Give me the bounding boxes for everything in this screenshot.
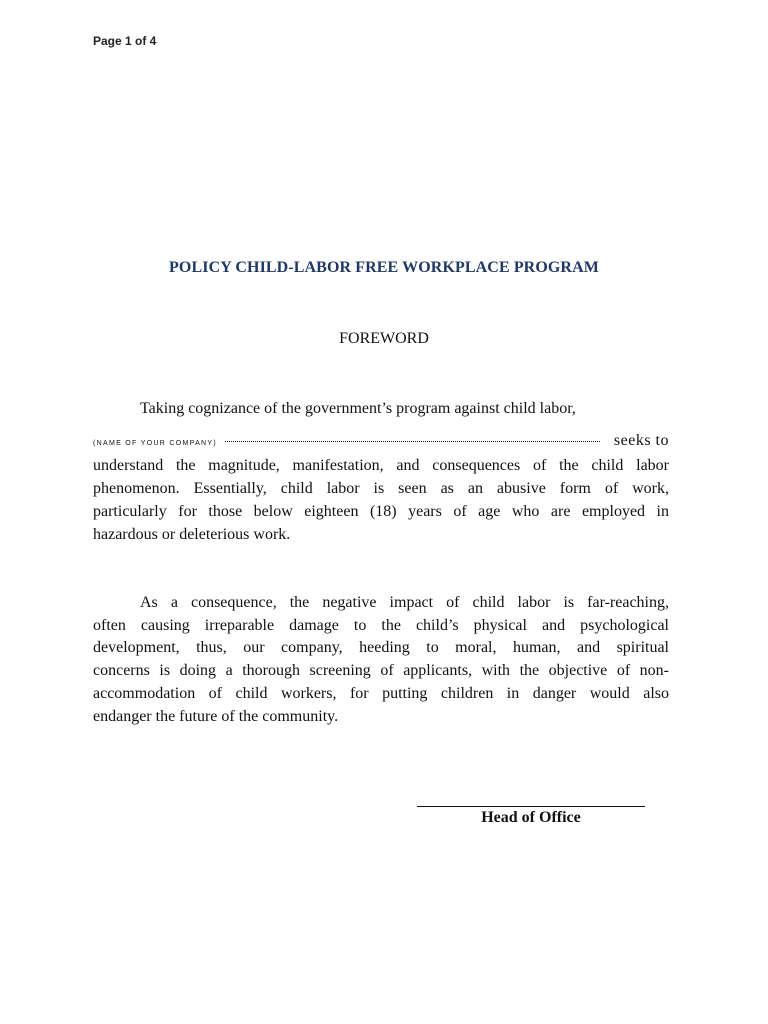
paragraph-line: phenomenon. Essentially, child labor is seen as an abusive form of work, (93, 480, 669, 498)
paragraph-foreword-intro (93, 398, 669, 546)
section-heading: FOREWORD (339, 330, 429, 347)
document-title: POLICY CHILD-LABOR FREE WORKPLACE PROGRAM (169, 259, 599, 276)
paragraph-line: development, thus, our company, heeding to moral, human, and spiritual (93, 639, 669, 657)
signature-caption: Head of Office (481, 809, 581, 826)
paragraph-text: Taking cognizance of the government’s program against child labor, (140, 400, 576, 417)
paragraph-line: often causing irreparable damage to the child’s physical and psychological (93, 616, 669, 634)
paragraph-impact (93, 592, 669, 728)
company-name-line (93, 430, 669, 456)
paragraph-line: endanger the future of the community. (93, 707, 339, 725)
paragraph-text: seeks to (613, 431, 669, 449)
paragraph-text: As a consequence, the negative impact of child labor is far-reaching, (140, 594, 669, 611)
paragraph-line (93, 592, 669, 615)
company-name-placeholder: (NAME OF YOUR COMPANY) (93, 439, 218, 447)
paragraph-line: particularly for those below eighteen (18) years of age who are employed in (93, 502, 669, 520)
paragraph-line (93, 398, 669, 421)
paragraph-line: understand the magnitude, manifestation, and consequences of the child labor (93, 457, 669, 475)
signature-line (417, 806, 645, 807)
paragraph-line: hazardous or deleterious work. (93, 525, 291, 543)
page-number: Page 1 of 4 (93, 34, 157, 48)
company-name-blank[interactable] (225, 440, 600, 442)
paragraph-line: concerns is doing a thorough screening of applicants, with the objective of non- (93, 662, 669, 680)
paragraph-line: accommodation of child workers, for putting children in danger would also (93, 684, 669, 702)
